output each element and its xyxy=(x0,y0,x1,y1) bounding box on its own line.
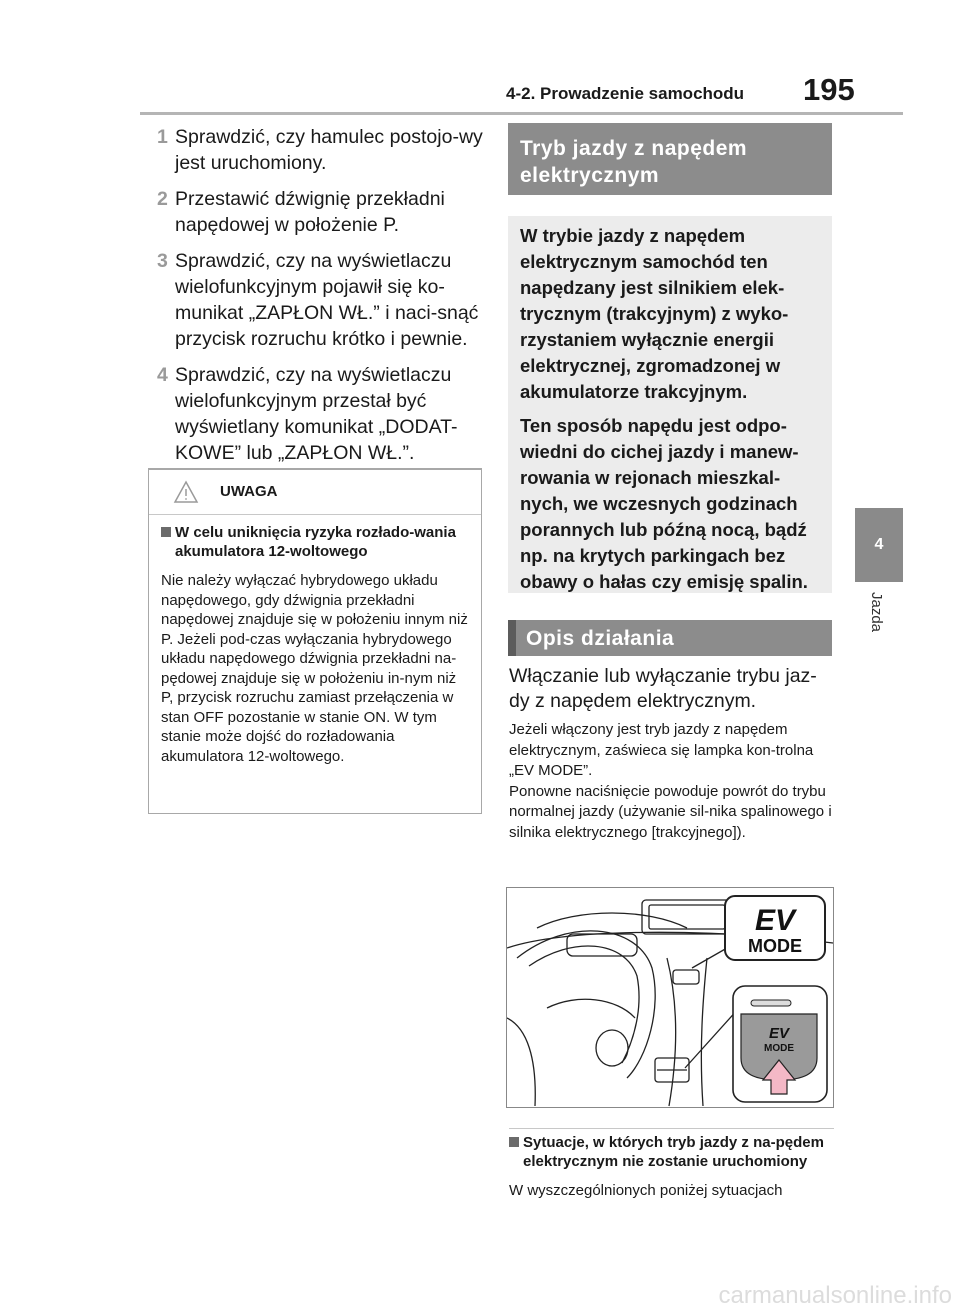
situations-text: W wyszczególnionych poniżej sytuacjach xyxy=(509,1182,783,1199)
warning-box xyxy=(148,468,482,814)
button-ev-text: EV xyxy=(768,1025,790,1042)
step-item xyxy=(143,124,483,176)
ev-mode-callout xyxy=(725,896,825,960)
callout-mode-text: MODE xyxy=(748,936,802,956)
warning-subheading: W celu uniknięcia ryzyka rozłado-wania akumulatora 12-woltowego xyxy=(161,523,469,561)
warning-triangle-icon xyxy=(173,480,199,504)
ev-mode-button-closeup xyxy=(733,986,827,1102)
ev-intro-paragraph: Ten sposób napędu jest odpo-wiedni do cichej jazdy i manew-rowania w rejonach mieszkal-nych, we wczesnych godzinach porannych lub późną nocą, bądź np. na krytych parkingach bez obawy o hałas czy emisję spalin. xyxy=(520,415,808,592)
step-text: Przestawić dźwignię przekładni napędowej w położenie P. xyxy=(175,188,445,236)
step-text: Sprawdzić, czy hamulec postojo-wy jest uruchomiony. xyxy=(175,126,483,174)
step-number: 4 xyxy=(157,364,168,386)
ev-intro-box xyxy=(508,216,832,593)
operation-text: Włączanie lub wyłączanie trybu jaz-dy z napędem elektrycznym. xyxy=(509,665,817,712)
warning-title: UWAGA xyxy=(220,483,278,500)
step-list xyxy=(143,124,483,476)
dashboard-illustration xyxy=(507,888,833,1107)
ev-intro-paragraph: W trybie jazdy z napędem elektrycznym samochód ten napędzany jest silnikiem elek-trycznym (trakcyjnym) z wyko-rzystaniem wyłącznie energii elektrycznej, zgromadzonej w akumulatorze trakcyjnym. xyxy=(520,225,789,402)
step-item xyxy=(143,248,483,352)
page-number: 195 xyxy=(803,72,855,107)
step-number: 1 xyxy=(157,126,168,148)
step-text: Sprawdzić, czy na wyświetlaczu wielofunkcyjnym przestał być wyświetlany komunikat „DODAT-KOWE” lub „ZAPŁON WŁ.”. xyxy=(175,364,458,464)
ev-section-heading: Tryb jazdy z napędem elektrycznym xyxy=(508,123,832,195)
callout-ev-text: EV xyxy=(754,904,796,937)
header-rule xyxy=(140,112,903,115)
step-item xyxy=(143,186,483,238)
square-bullet-icon xyxy=(161,527,171,537)
operation-heading: Opis działania xyxy=(508,620,832,656)
situations-block xyxy=(509,1128,834,1201)
section-title: 4-2. Prowadzenie samochodu xyxy=(506,84,745,103)
situations-subheading: Sytuacje, w których tryb jazdy z na-pędem elektrycznym nie zostanie uruchomiony xyxy=(509,1133,834,1171)
step-text: Sprawdzić, czy na wyświetlaczu wielofunkcyjnym pojawił się ko-munikat „ZAPŁON WŁ.” i naci-snąć przycisk rozruchu krótko i pewnie. xyxy=(175,250,479,350)
step-number: 2 xyxy=(157,188,168,210)
step-item xyxy=(143,362,483,466)
operation-note: Jeżeli włączony jest tryb jazdy z napędem elektrycznym, zaświeca się lampka kon-trolna „EV MODE”. Ponowne naciśnięcie powoduje powrót do trybu normalnej jazdy (używanie sil-nika spalinowego i silnika elektrycznego [trakcyjnego]). xyxy=(509,721,832,841)
step-number: 3 xyxy=(157,250,168,272)
button-mode-text: MODE xyxy=(764,1043,794,1054)
warning-text: Nie należy wyłączać hybrydowego układu napędowego, gdy dźwignia przekładni napędowej znajduje się w położeniu innym niż P. Jeżeli pod-czas wyłączania hybrydowego układu napędowego dźwignia przekładni na-pędowej znajduje się w położeniu in-nym niż P, przycisk rozruchu zamiast przełączenia w stan OFF pozostanie w stanie ON. W tym stanie może dojść do rozładowania akumulatora 12-woltowego. xyxy=(161,572,468,765)
square-bullet-icon xyxy=(509,1137,519,1147)
footer-watermark: carmanualsonline.info xyxy=(718,1282,952,1309)
ev-mode-diagram xyxy=(506,887,834,1108)
warning-header xyxy=(149,470,481,515)
chapter-tab[interactable]: 4 xyxy=(855,508,903,582)
chapter-label: Jazda xyxy=(868,592,885,633)
